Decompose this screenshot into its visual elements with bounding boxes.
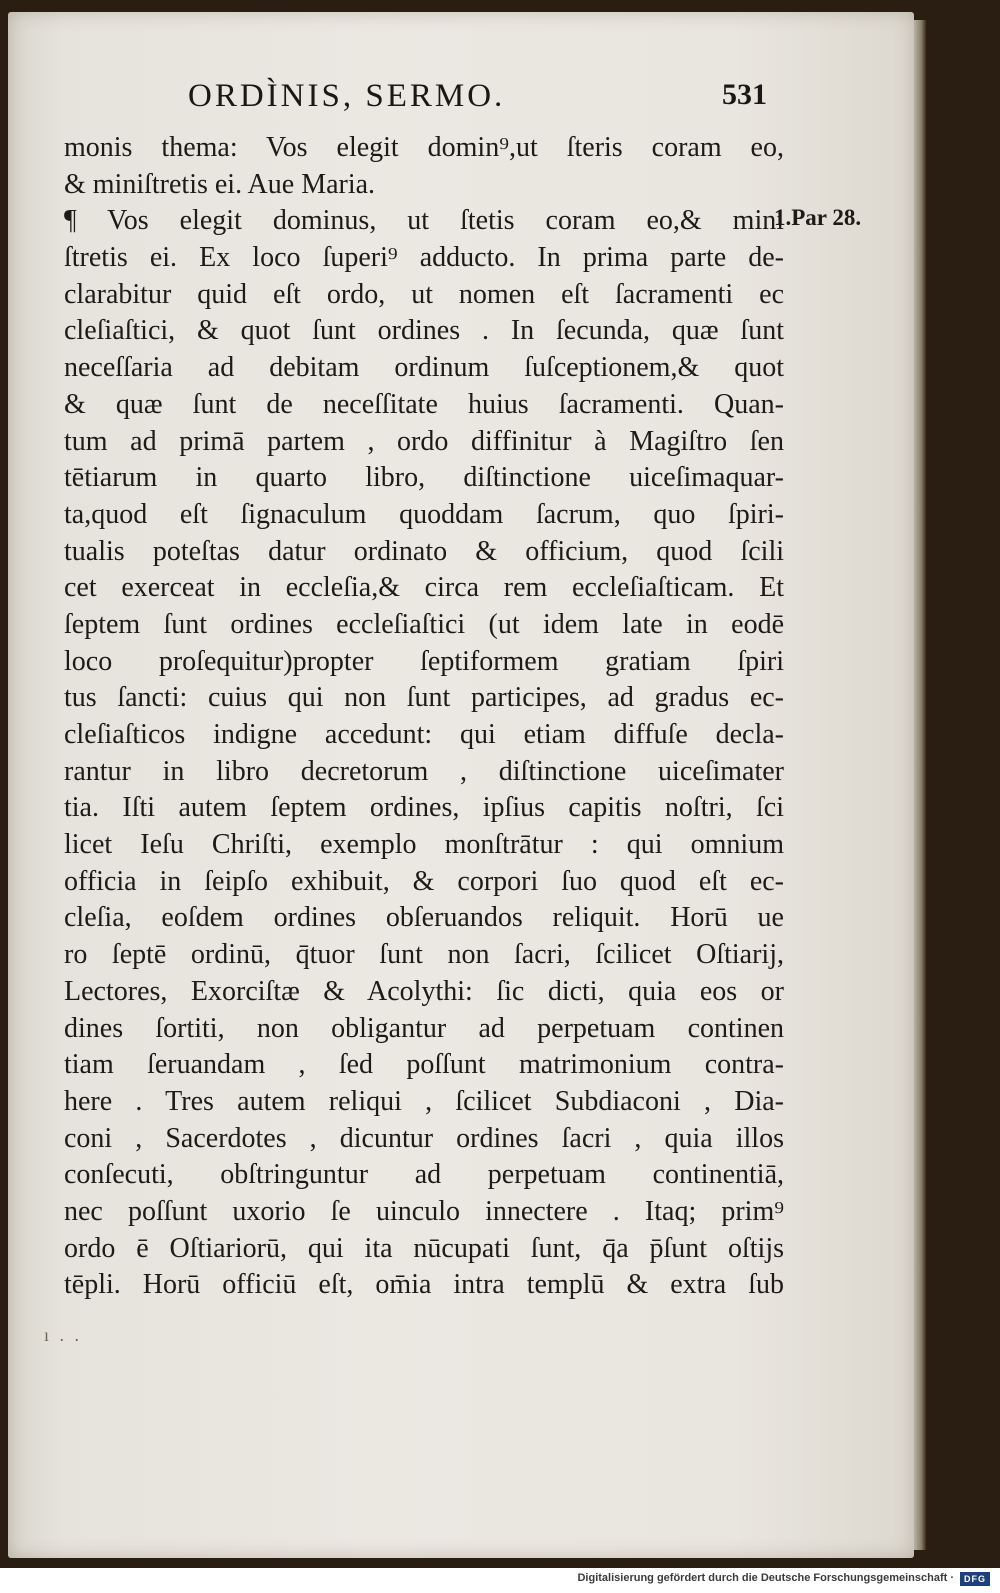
text-line: cleſiaſticos indigne accedunt: qui etiam diffuſe decla- [64, 719, 784, 750]
page-number: 531 [722, 78, 767, 111]
text-line: tētiarum in quarto libro, diſtinctione uiceſimaquar- [64, 462, 784, 494]
text-line: officia in ſeipſo exhibuit, & corpori ſuo quod eſt ec- [64, 865, 784, 897]
text-line: tēpli. Horū officiū eſt, om̄ia intra templū & extra ſub [64, 1269, 784, 1301]
running-title: ORDÌNIS, SERMO. [188, 78, 506, 114]
dfg-logo: DFG [960, 1572, 990, 1586]
text-line: cet exerceat in eccleſia,& circa rem eccleſiaſticam. Et [64, 572, 784, 604]
text-line: ſeptem ſunt ordines eccleſiaſtici (ut idem late in eodē [64, 608, 784, 640]
text-line: loco proſequitur)propter ſeptiformem gratiam ſpiri [64, 645, 784, 677]
text-line: neceſſaria ad debitam ordinum ſuſceptionem,& quot [64, 352, 784, 384]
text-line: licet Ieſu Chriſti, exemplo monſtrātur : qui omnium [64, 829, 784, 861]
text-line: tum ad primā partem , ordo diffinitur à Magiſtro ſen [64, 425, 784, 457]
footer-credit: Digitalisierung gefördert durch die Deutsche Forschungsgemeinschaft · [577, 1572, 954, 1584]
text-line: nec poſſunt uxorio ſe uinculo innectere . Itaq; prim⁹ [64, 1195, 784, 1227]
text-line: monis thema: Vos elegit domin⁹,ut ſteris coram eo, [64, 132, 784, 163]
text-line: tus ſancti: cuius qui non ſunt participes, ad gradus ec- [64, 682, 784, 714]
margin-note: 1.Par 28. [774, 205, 862, 230]
text-line: ro ſeptē ordinū, q̄tuor ſunt non ſacri, ſcilicet Oſtiarij, [64, 939, 784, 971]
text-line: cleſia, eoſdem ordines obſeruandos reliquit. Horū ue [64, 902, 784, 934]
text-line: clarabitur quid eſt ordo, ut nomen eſt ſacramenti ec [64, 278, 784, 310]
text-line: & quæ ſunt de neceſſitate huius ſacramenti. Quan- [64, 388, 784, 420]
text-line: here . Tres autem reliqui , ſcilicet Subdiaconi , Dia- [64, 1085, 784, 1117]
text-line: cleſiaſtici, & quot ſunt ordines . In ſecunda, quæ ſunt [64, 315, 784, 347]
text-line: conſecuti, obſtringuntur ad perpetuam continentiā, [64, 1159, 784, 1191]
text-line: Lectores, Exorciſtæ & Acolythi: ſic dicti, quia eos or [64, 975, 784, 1007]
body-text [64, 130, 784, 1304]
text-line: tia. Iſti autem ſeptem ordines, ipſius capitis noſtri, ſci [64, 792, 784, 824]
text-line: ſtretis ei. Ex loco ſuperi⁹ adducto. In prima parte de- [64, 242, 784, 274]
text-line: tiam ſeruandam , ſed poſſunt matrimonium contra- [64, 1049, 784, 1081]
text-line: ¶ Vos elegit dominus, ut ſtetis coram eo,& mini [64, 205, 784, 237]
text-line: & miniſtretis ei. Aue Maria. [64, 168, 376, 200]
text-line: tualis poteſtas datur ordinato & officium, quod ſcili [64, 535, 784, 567]
text-line: dines ſortiti, non obligantur ad perpetuam continen [64, 1012, 784, 1044]
footer-strip [0, 1568, 1000, 1593]
text-line: ta,quod eſt ſignaculum quoddam ſacrum, quo ſpiri- [64, 498, 784, 530]
stray-marks: ı . . [44, 1325, 83, 1345]
text-line: ordo ē Oſtiariorū, qui ita nūcupati ſunt, q̄a p̄ſunt oſtijs [64, 1232, 784, 1264]
book-edge [914, 20, 926, 1550]
text-line: rantur in libro decretorum , diſtinctione uiceſimater [64, 755, 784, 787]
text-line: coni , Sacerdotes , dicuntur ordines ſacri , quia illos [64, 1122, 784, 1154]
